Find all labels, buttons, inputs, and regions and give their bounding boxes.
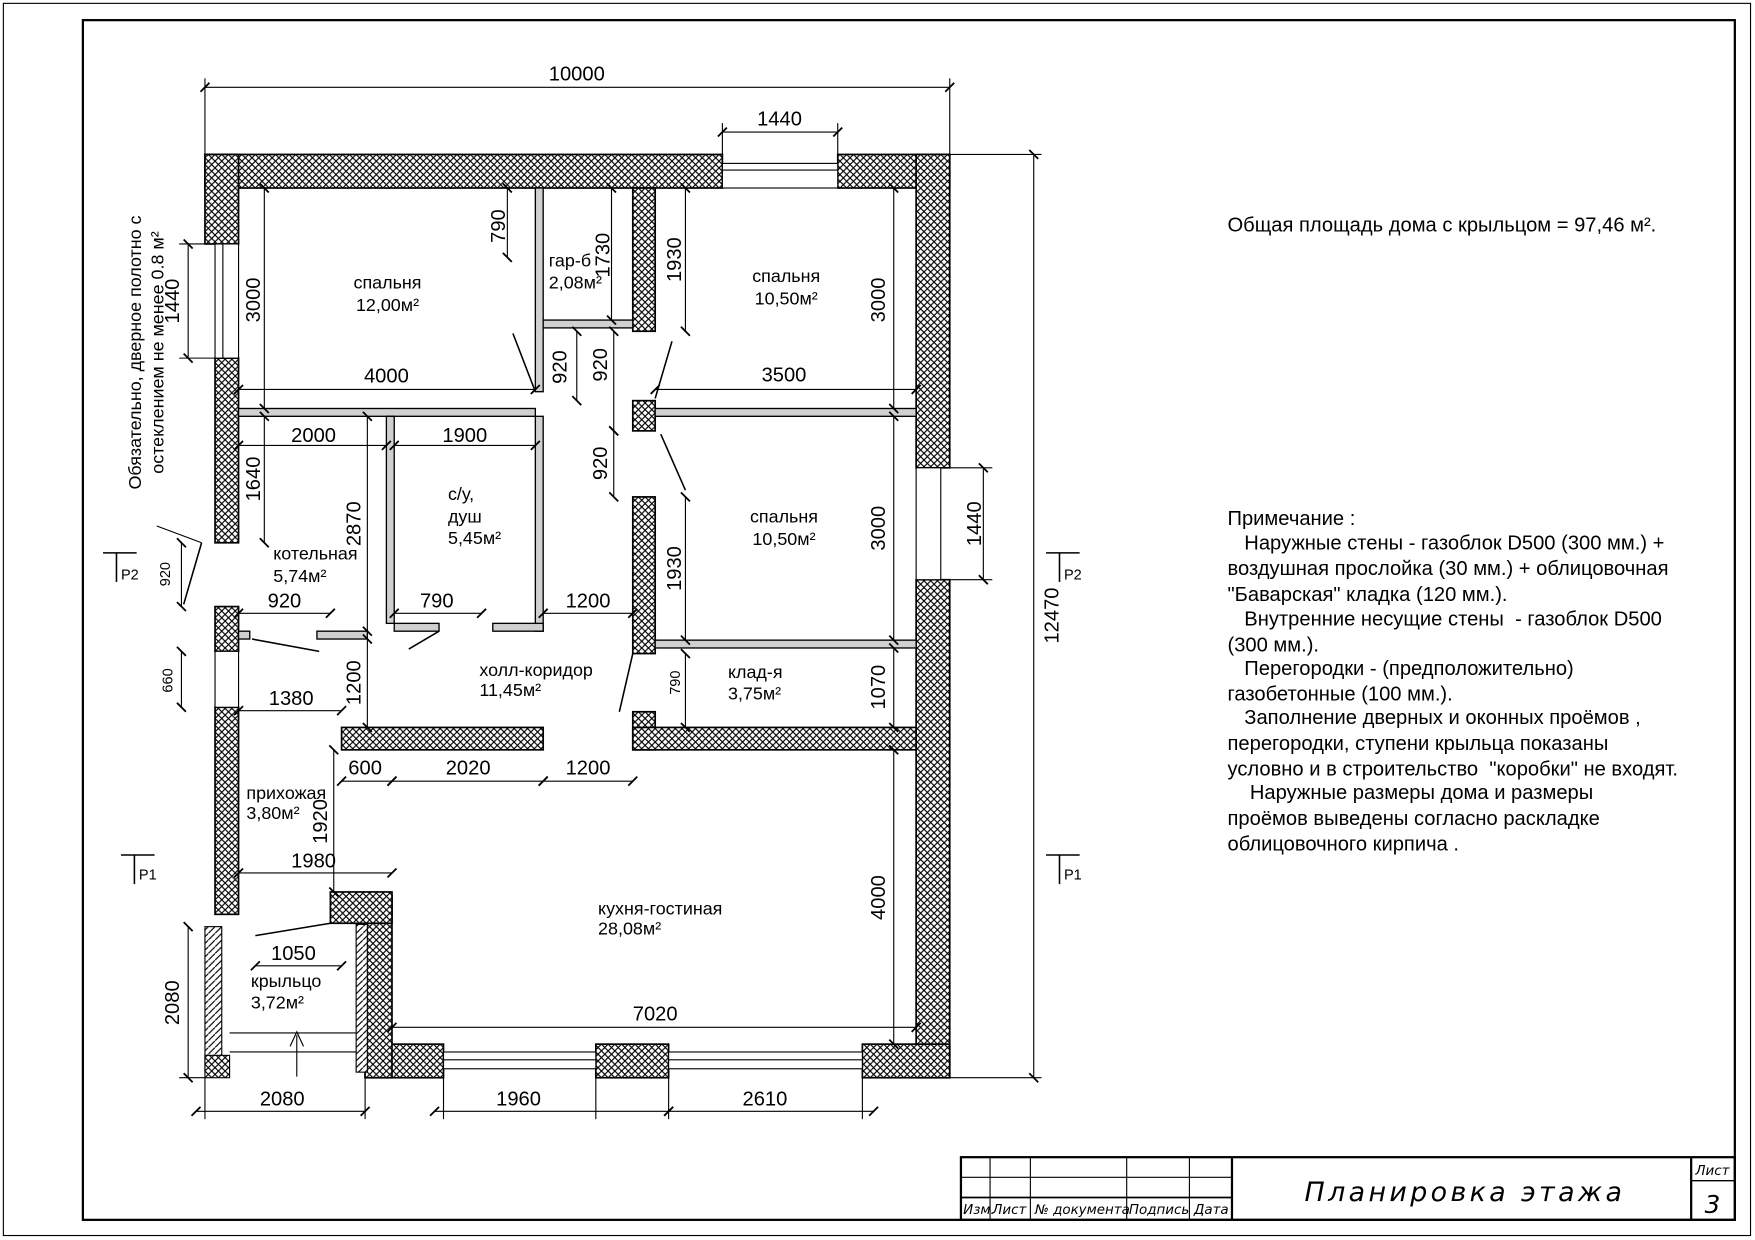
section-p1-left: P1: [138, 867, 157, 884]
dim-bottom-2080: 2080: [259, 1088, 305, 1111]
porch-wall-right: [356, 924, 367, 1072]
dim-hall-1200: 1200: [343, 660, 366, 706]
dim-left-door: 920: [158, 561, 175, 587]
dim-overall-height: 12470: [1041, 587, 1064, 644]
note-line: условно и в строительство "коробки" не входят.: [1227, 758, 1679, 781]
dim-bottom-2610: 2610: [742, 1088, 788, 1111]
room-bathroom-area: 5,45м²: [447, 527, 502, 548]
dim-hall-1380: 1380: [268, 688, 314, 711]
dim-bedroom2-width: 3500: [761, 364, 807, 387]
room-hall-area: 11,45м²: [479, 680, 542, 701]
dim-overall-width: 10000: [548, 63, 605, 86]
dim-door-920-c: 920: [590, 446, 613, 481]
room-bedroom-3-name: спальня: [749, 506, 818, 527]
dim-door-920-a: 920: [549, 350, 572, 384]
room-entry-area: 3,80м²: [246, 803, 300, 824]
dim-boiler-1640: 1640: [242, 456, 265, 502]
room-porch-name: крыльцо: [250, 971, 322, 992]
tb-header-sheet: Лист: [992, 1203, 1027, 1219]
note-line: перегородки, ступени крыльца показаны: [1227, 732, 1609, 755]
room-storage-name: клад-я: [727, 662, 783, 683]
drawing-title: Планировка этажа: [1304, 1176, 1626, 1208]
section-p2-left: P2: [120, 567, 139, 584]
section-p2-right: P2: [1063, 567, 1082, 584]
note-line: воздушная прослойка (30 мм.) + облицовочная: [1227, 558, 1669, 581]
room-bedroom-1-name: спальня: [353, 272, 422, 293]
note-line: Заполнение дверных и оконных проёмов ,: [1227, 707, 1641, 730]
dim-storage-790: 790: [667, 670, 684, 695]
dim-bedroom2-1930: 1930: [663, 237, 686, 283]
dim-right-window: 1440: [964, 501, 987, 547]
windows: [215, 163, 941, 1068]
tb-header-signature: Подпись: [1128, 1203, 1190, 1219]
note-body: [1227, 533, 1678, 856]
note-line: "Баварская" кладка (120 мм.).: [1227, 583, 1508, 606]
room-bathroom-name: с/у,: [447, 484, 475, 505]
dim-600: 600: [348, 757, 382, 780]
porch-wall-left: [205, 927, 222, 1072]
dim-entry-1920: 1920: [310, 799, 333, 844]
sheet-number: 3: [1704, 1190, 1721, 1220]
note-line: Перегородки - (предположительно): [1227, 657, 1574, 680]
dim-storage-1070: 1070: [867, 664, 890, 710]
section-p1-right: P1: [1063, 867, 1082, 884]
dim-2020: 2020: [445, 757, 491, 780]
room-wardrobe-name: гар-б: [548, 250, 592, 271]
note-line: Внутренние несущие стены - газоблок D500: [1227, 608, 1662, 631]
dim-1200-b: 1200: [565, 757, 611, 780]
note-line: проёмов выведены согласно раскладке: [1227, 807, 1600, 830]
room-kitchen-area: 28,08м²: [598, 918, 662, 939]
room-kitchen-name: кухня-гостиная: [598, 898, 723, 919]
dim-bottom-1960: 1960: [496, 1088, 541, 1111]
note-line: Наружные размеры дома и размеры: [1227, 782, 1594, 805]
total-area-text: Общая площадь дома с крыльцом = 97,46 м².: [1227, 214, 1657, 237]
dim-bath-door: 790: [419, 590, 454, 613]
tb-header-date: Дата: [1193, 1203, 1229, 1219]
room-porch-area: 3,72м²: [250, 992, 305, 1013]
dim-kitchen-4000: 4000: [867, 875, 890, 920]
room-boiler-area: 5,74м²: [273, 565, 327, 586]
dim-kitchen-7020: 7020: [632, 1003, 678, 1026]
tb-header-document: № документа: [1034, 1203, 1130, 1219]
dim-wardrobe-1730: 1730: [592, 232, 615, 278]
dim-bedroom3-1930: 1930: [663, 546, 686, 591]
room-entry-name: прихожая: [246, 783, 327, 804]
dim-left-window: 1440: [162, 278, 185, 324]
note-heading: Примечание :: [1227, 507, 1356, 530]
room-bathroom-name2: душ: [447, 506, 482, 527]
dim-bedroom2-height: 3000: [867, 277, 890, 323]
room-boiler-name: котельная: [273, 543, 358, 564]
tb-header-change: Изм.: [963, 1203, 995, 1219]
side-note-line-2: остеклением не менее 0.8 м²: [147, 231, 168, 474]
room-bedroom-3-area: 10,50м²: [752, 529, 816, 550]
dim-entry-1980: 1980: [291, 850, 337, 873]
dim-bedroom3-height: 3000: [867, 505, 890, 551]
door-swings: [184, 334, 686, 939]
dim-porch-2080-v: 2080: [162, 980, 185, 1026]
dim-corridor-1200-a: 1200: [565, 590, 611, 613]
dim-boiler-width: 2000: [291, 425, 337, 448]
dim-left-660: 660: [160, 668, 177, 693]
room-bedroom-2-area: 10,50м²: [754, 288, 818, 309]
dim-bedroom1-width: 4000: [363, 365, 409, 388]
room-storage-area: 3,75м²: [727, 683, 782, 704]
walls: [205, 154, 950, 1077]
dim-bedroom1-height: 3000: [242, 277, 265, 323]
dim-bath-width: 1900: [442, 425, 488, 448]
porch-post: [205, 1055, 230, 1077]
dim-top-window: 1440: [757, 108, 802, 131]
sheet-label: Лист: [1695, 1164, 1730, 1180]
side-note-line-1: Обязательно, дверное полотно с: [125, 215, 146, 490]
note-line: газобетонные (100 мм.).: [1227, 683, 1453, 706]
note-line: Наружные стены - газоблок D500 (300 мм.) +: [1227, 532, 1665, 555]
room-hall-name: холл-коридор: [479, 659, 593, 680]
note-line: облицовочного кирпича .: [1227, 833, 1459, 856]
room-wardrobe-area: 2,08м²: [548, 272, 602, 293]
note-line: (300 мм.).: [1227, 634, 1320, 657]
room-bedroom-1-area: 12,00м²: [355, 295, 420, 316]
dim-wardrobe-790: 790: [488, 209, 511, 243]
dim-boiler-2870: 2870: [343, 501, 366, 547]
room-bedroom-2-name: спальня: [752, 266, 821, 287]
dim-porch-1050: 1050: [271, 943, 316, 966]
dim-door-920-b: 920: [590, 348, 613, 382]
dim-boiler-door: 920: [267, 590, 302, 613]
